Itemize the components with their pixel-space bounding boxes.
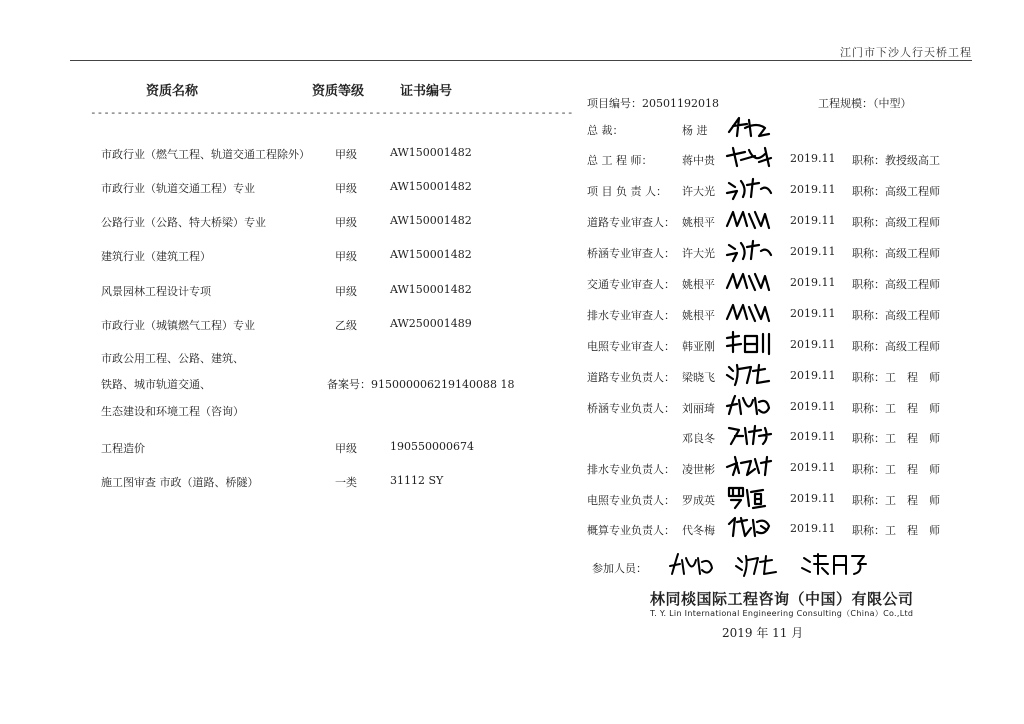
signature-image — [725, 514, 775, 540]
staff-name: 许大光 — [682, 247, 715, 260]
staff-date: 2019.11 — [790, 276, 836, 289]
qual-level: 甲级 — [335, 148, 357, 161]
staff-name: 蒋中贵 — [682, 154, 715, 167]
document-date: 2019 年 11 月 — [722, 626, 804, 640]
staff-title: 职称：高级工程师 — [852, 185, 940, 198]
staff-name: 梁晓飞 — [682, 371, 715, 384]
qual-cost-name: 工程造价 — [101, 442, 145, 455]
qual-review-cert: 31112 SY — [390, 474, 444, 487]
header-project-title: 江门市下沙人行天桥工程 — [840, 46, 972, 59]
staff-role: 概算专业负责人： — [587, 524, 675, 537]
staff-role: 电照专业负责人： — [587, 494, 675, 507]
staff-role: 排水专业负责人： — [587, 463, 675, 476]
signature-image — [725, 144, 775, 170]
staff-role: 总 工 程 师： — [587, 154, 653, 167]
qual-name: 风景园林工程设计专项 — [101, 285, 211, 298]
qual-level: 乙级 — [335, 319, 357, 332]
qual-cert: AW150001482 — [390, 214, 472, 227]
staff-date: 2019.11 — [790, 245, 836, 258]
participant-signature — [668, 550, 718, 578]
qual-record-number: 备案号：915000006219140088 18 — [327, 378, 515, 391]
signature-image — [725, 299, 775, 325]
staff-role: 项 目 负 责 人： — [587, 185, 667, 198]
staff-date: 2019.11 — [790, 338, 836, 351]
participants-label: 参加人员： — [592, 562, 647, 575]
signature-image — [725, 114, 775, 140]
signature-image — [725, 361, 775, 387]
qual-level: 甲级 — [335, 182, 357, 195]
staff-date: 2019.11 — [790, 214, 836, 227]
signature-image — [725, 175, 775, 201]
participant-signature — [734, 550, 778, 578]
staff-title: 职称：高级工程师 — [852, 216, 940, 229]
staff-name: 姚根平 — [682, 309, 715, 322]
qual-cost-level: 甲级 — [335, 442, 357, 455]
qual-header-level: 资质等级 — [312, 84, 365, 99]
signature-image — [725, 206, 775, 232]
staff-date: 2019.11 — [790, 152, 836, 165]
staff-title: 职称：高级工程师 — [852, 278, 940, 291]
staff-name: 代冬梅 — [682, 524, 715, 537]
staff-title: 职称：工 程 师 — [852, 463, 940, 476]
staff-title: 职称：教授级高工 — [852, 154, 940, 167]
qual-name: 公路行业（公路、特大桥梁）专业 — [101, 216, 266, 229]
qual-level: 甲级 — [335, 216, 357, 229]
staff-title: 职称：工 程 师 — [852, 402, 940, 415]
qual-name: 建筑行业（建筑工程） — [101, 250, 211, 263]
qual-review-level: 一类 — [335, 476, 357, 489]
qual-review-name: 施工图审查 市政（道路、桥隧） — [101, 476, 259, 489]
signature-image — [725, 268, 775, 294]
staff-title: 职称：工 程 师 — [852, 371, 940, 384]
staff-role: 桥涵专业审查人： — [587, 247, 675, 260]
participant-signature — [800, 550, 870, 578]
staff-title: 职称：高级工程师 — [852, 309, 940, 322]
signature-image — [725, 484, 775, 510]
staff-role: 桥涵专业负责人： — [587, 402, 675, 415]
signature-image — [725, 453, 775, 479]
staff-title: 职称：高级工程师 — [852, 247, 940, 260]
qual-header-cert: 证书编号 — [400, 84, 453, 99]
qual-divider: ------------------------------------------------------------------------- — [90, 106, 574, 119]
staff-date: 2019.11 — [790, 307, 836, 320]
staff-name: 杨 进 — [682, 124, 708, 137]
company-name-cn: 林同棪国际工程咨询（中国）有限公司 — [650, 590, 914, 608]
staff-date: 2019.11 — [790, 461, 836, 474]
qual-multi-line2: 铁路、城市轨道交通、 — [101, 378, 211, 391]
staff-date: 2019.11 — [790, 522, 836, 535]
qual-level: 甲级 — [335, 285, 357, 298]
project-scale: 工程规模：（中型） — [818, 97, 912, 110]
qual-cert: AW150001482 — [390, 283, 472, 296]
staff-name: 韩亚刚 — [682, 340, 715, 353]
staff-role: 道路专业审查人： — [587, 216, 675, 229]
qual-level: 甲级 — [335, 250, 357, 263]
signature-image — [725, 330, 775, 356]
staff-role: 电照专业审查人： — [587, 340, 675, 353]
staff-role: 总 裁： — [587, 124, 624, 137]
staff-name: 姚根平 — [682, 216, 715, 229]
staff-name: 罗成英 — [682, 494, 715, 507]
qual-multi-line1: 市政公用工程、公路、建筑、 — [101, 352, 244, 365]
qual-name: 市政行业（城镇燃气工程）专业 — [101, 319, 255, 332]
company-name-en: T. Y. Lin International Engineering Consulting（China）Co.,Ltd — [650, 609, 914, 618]
staff-date: 2019.11 — [790, 369, 836, 382]
staff-role: 排水专业审查人： — [587, 309, 675, 322]
staff-title: 职称：高级工程师 — [852, 340, 940, 353]
staff-role: 交通专业审查人： — [587, 278, 675, 291]
staff-role: 道路专业负责人： — [587, 371, 675, 384]
staff-title: 职称：工 程 师 — [852, 432, 940, 445]
qual-name: 市政行业（轨道交通工程）专业 — [101, 182, 255, 195]
staff-name: 许大光 — [682, 185, 715, 198]
staff-name: 凌世彬 — [682, 463, 715, 476]
qual-cost-cert: 190550000674 — [390, 440, 474, 453]
qual-multi-line3: 生态建设和环境工程（咨询） — [101, 405, 244, 418]
signature-image — [725, 237, 775, 263]
staff-date: 2019.11 — [790, 183, 836, 196]
qual-cert: AW250001489 — [390, 317, 472, 330]
staff-name: 姚根平 — [682, 278, 715, 291]
staff-title: 职称：工 程 师 — [852, 494, 940, 507]
signature-image — [725, 392, 775, 418]
staff-date: 2019.11 — [790, 492, 836, 505]
qual-header-name: 资质名称 — [146, 84, 199, 99]
staff-name: 邓良冬 — [682, 432, 715, 445]
qual-cert: AW150001482 — [390, 180, 472, 193]
header-rule — [70, 60, 972, 61]
staff-title: 职称：工 程 师 — [852, 524, 940, 537]
staff-date: 2019.11 — [790, 400, 836, 413]
staff-name: 刘丽琦 — [682, 402, 715, 415]
signature-image — [725, 422, 775, 448]
project-number: 项目编号：20501192018 — [587, 97, 719, 110]
qual-name: 市政行业（燃气工程、轨道交通工程除外） — [101, 148, 310, 161]
qual-cert: AW150001482 — [390, 146, 472, 159]
qual-cert: AW150001482 — [390, 248, 472, 261]
staff-date: 2019.11 — [790, 430, 836, 443]
